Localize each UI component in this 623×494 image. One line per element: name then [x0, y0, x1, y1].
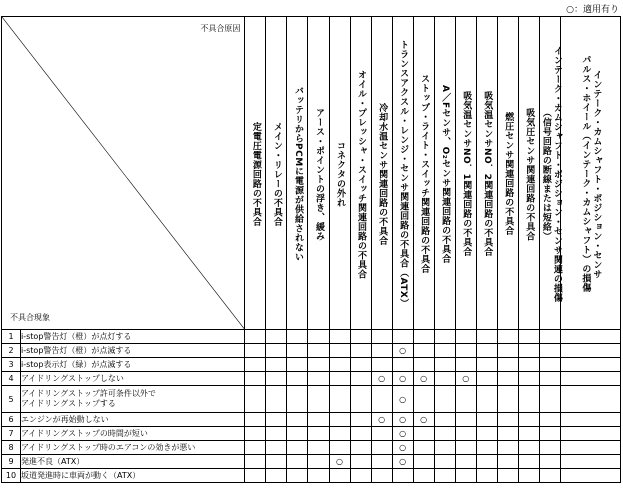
- matrix-cell: [287, 455, 308, 469]
- matrix-cell: [539, 413, 560, 427]
- corner-diagonal: [2, 17, 244, 329]
- matrix-cell: [392, 344, 413, 358]
- matrix-cell: [392, 441, 413, 455]
- matrix-cell: [245, 469, 266, 483]
- matrix-cell: [497, 358, 518, 372]
- matrix-cell: [560, 330, 620, 344]
- phenomenon-text: 発進不良（ATX）: [21, 455, 245, 469]
- matrix-cell: [329, 469, 350, 483]
- matrix-cell: [329, 344, 350, 358]
- matrix-cell: [413, 427, 434, 441]
- matrix-cell: [560, 455, 620, 469]
- row-number: 10: [2, 469, 21, 483]
- matrix-cell: [266, 455, 287, 469]
- matrix-cell: [266, 344, 287, 358]
- matrix-cell: [560, 358, 620, 372]
- matrix-cell: [287, 427, 308, 441]
- table-row: [2, 441, 621, 455]
- matrix-cell: [539, 330, 560, 344]
- matrix-cell: [308, 455, 329, 469]
- matrix-cell: [350, 441, 371, 455]
- table-row: [2, 413, 621, 427]
- matrix-cell: [371, 455, 392, 469]
- cause-header-4: [308, 17, 329, 330]
- matrix-cell: [497, 441, 518, 455]
- phenomenon-text: i-stop表示灯（緑）が点滅する: [21, 358, 245, 372]
- matrix-cell: [518, 469, 539, 483]
- cause-header-8: [392, 17, 413, 330]
- applicable-mark: ○: [378, 374, 386, 383]
- matrix-cell: [413, 469, 434, 483]
- matrix-cell: [434, 441, 455, 455]
- matrix-cell: [539, 344, 560, 358]
- matrix-cell: [476, 386, 497, 413]
- matrix-cell: [455, 358, 476, 372]
- matrix-cell: [560, 386, 620, 413]
- matrix-cell: [392, 469, 413, 483]
- applicable-mark: ○: [399, 415, 407, 424]
- table-row: [2, 455, 621, 469]
- phenomenon-text: アイドリングストップ時のエアコンの効きが悪い: [21, 441, 245, 455]
- phenomenon-text: アイドリングストップの時間が短い: [21, 427, 245, 441]
- phenomenon-text: エンジンが再始動しない: [21, 413, 245, 427]
- table-row: [2, 358, 621, 372]
- cause-header-11: [455, 17, 476, 330]
- cause-header-13: [497, 17, 518, 330]
- row-number: 1: [2, 330, 21, 344]
- matrix-cell: [350, 469, 371, 483]
- matrix-cell: [413, 358, 434, 372]
- matrix-cell: [287, 330, 308, 344]
- matrix-cell: [455, 344, 476, 358]
- cause-header-6: [350, 17, 371, 330]
- matrix-cell: [497, 413, 518, 427]
- matrix-cell: [476, 358, 497, 372]
- matrix-cell: [371, 469, 392, 483]
- matrix-cell: [560, 413, 620, 427]
- matrix-cell: [539, 372, 560, 386]
- matrix-cell: [476, 344, 497, 358]
- matrix-cell: [308, 344, 329, 358]
- cause-header-9: [413, 17, 434, 330]
- matrix-cell: [266, 469, 287, 483]
- table-row: [2, 330, 621, 344]
- cause-header-label: インテーク・カムシャフト・ポジション・センサ関連の損傷 （信号回路の断線または短絡）: [540, 45, 562, 303]
- matrix-cell: [434, 413, 455, 427]
- legend: ○：適用有り: [566, 5, 619, 15]
- matrix-cell: [455, 372, 476, 386]
- cause-header-16: [560, 17, 620, 330]
- table-row: [2, 469, 621, 483]
- applicable-mark: ○: [399, 429, 407, 438]
- row-number: 9: [2, 455, 21, 469]
- matrix-cell: [245, 413, 266, 427]
- matrix-cell: [434, 386, 455, 413]
- cause-header-5: [329, 17, 350, 330]
- cause-header-label: 定電圧電源回路の不具合: [250, 121, 261, 227]
- table-row: [2, 427, 621, 441]
- matrix-cell: [518, 344, 539, 358]
- matrix-cell: [308, 358, 329, 372]
- cause-label: 不具合原因: [200, 24, 241, 33]
- matrix-cell: [329, 330, 350, 344]
- matrix-cell: [455, 455, 476, 469]
- matrix-cell: [455, 469, 476, 483]
- matrix-cell: [245, 372, 266, 386]
- matrix-cell: [476, 469, 497, 483]
- cause-header-label: メイン・リレーの不具合: [271, 121, 282, 227]
- table-row: [2, 372, 621, 386]
- matrix-cell: [497, 372, 518, 386]
- matrix-cell: [392, 427, 413, 441]
- matrix-cell: [434, 344, 455, 358]
- cause-header-label: 吸気圧センサ関連回路の不具合: [524, 107, 535, 241]
- matrix-cell: [392, 413, 413, 427]
- matrix-cell: [392, 386, 413, 413]
- matrix-cell: [455, 386, 476, 413]
- matrix-cell: [392, 330, 413, 344]
- phenomenon-text: i-stop警告灯（橙）が点滅する: [21, 344, 245, 358]
- matrix-cell: [539, 358, 560, 372]
- fault-matrix-table: [1, 16, 621, 483]
- matrix-cell: [560, 344, 620, 358]
- matrix-cell: [371, 441, 392, 455]
- row-number: 8: [2, 441, 21, 455]
- matrix-cell: [518, 441, 539, 455]
- cause-header-label: インテーク・カムシャフト・ポジション・センサ パルス・ホイール（インテーク・カムシャフト）の損傷: [580, 55, 602, 293]
- matrix-cell: [308, 441, 329, 455]
- matrix-cell: [287, 358, 308, 372]
- matrix-cell: [476, 455, 497, 469]
- matrix-cell: [245, 386, 266, 413]
- matrix-cell: [497, 455, 518, 469]
- cause-header-2: [266, 17, 287, 330]
- matrix-cell: [539, 441, 560, 455]
- row-number: 2: [2, 344, 21, 358]
- applicable-mark: ○: [399, 457, 407, 466]
- matrix-cell: [371, 372, 392, 386]
- matrix-cell: [371, 358, 392, 372]
- matrix-cell: [266, 358, 287, 372]
- applicable-mark: ○: [378, 415, 386, 424]
- cause-header-label: 吸気温センサNO．2関連回路の不具合: [482, 91, 493, 257]
- matrix-cell: [434, 469, 455, 483]
- matrix-cell: [350, 372, 371, 386]
- matrix-cell: [266, 372, 287, 386]
- matrix-cell: [266, 330, 287, 344]
- matrix-cell: [371, 344, 392, 358]
- cause-header-label: 冷却水温センサ関連回路の不具合: [377, 102, 388, 246]
- matrix-cell: [539, 427, 560, 441]
- matrix-cell: [413, 413, 434, 427]
- row-number: 5: [2, 386, 21, 413]
- phenomenon-label: 不具合現象: [10, 313, 50, 322]
- matrix-cell: [350, 330, 371, 344]
- cause-header-3: [287, 17, 308, 330]
- matrix-cell: [518, 386, 539, 413]
- matrix-cell: [308, 372, 329, 386]
- row-number: 7: [2, 427, 21, 441]
- matrix-cell: [287, 441, 308, 455]
- matrix-cell: [392, 358, 413, 372]
- matrix-cell: [245, 344, 266, 358]
- matrix-cell: [560, 441, 620, 455]
- matrix-cell: [455, 330, 476, 344]
- cause-header-label: コネクタの外れ: [335, 140, 346, 208]
- table-row: [2, 344, 621, 358]
- row-number: 6: [2, 413, 21, 427]
- matrix-cell: [476, 330, 497, 344]
- matrix-cell: [476, 441, 497, 455]
- matrix-cell: [350, 386, 371, 413]
- applicable-mark: ○: [420, 415, 428, 424]
- matrix-cell: [476, 413, 497, 427]
- matrix-cell: [413, 344, 434, 358]
- matrix-cell: [329, 386, 350, 413]
- matrix-cell: [350, 413, 371, 427]
- matrix-cell: [455, 413, 476, 427]
- matrix-cell: [371, 413, 392, 427]
- matrix-cell: [455, 427, 476, 441]
- matrix-cell: [329, 427, 350, 441]
- applicable-mark: ○: [399, 374, 407, 383]
- matrix-cell: [329, 372, 350, 386]
- matrix-cell: [245, 455, 266, 469]
- matrix-cell: [287, 372, 308, 386]
- matrix-cell: [413, 441, 434, 455]
- matrix-cell: [518, 413, 539, 427]
- matrix-cell: [455, 441, 476, 455]
- matrix-cell: [392, 372, 413, 386]
- matrix-cell: [266, 386, 287, 413]
- matrix-cell: [560, 372, 620, 386]
- phenomenon-text: アイドリングストップ許可条件以外で アイドリングストップする: [21, 386, 245, 413]
- cause-header-7: [371, 17, 392, 330]
- cause-header-14: [518, 17, 539, 330]
- matrix-cell: [371, 386, 392, 413]
- matrix-cell: [560, 469, 620, 483]
- matrix-cell: [287, 344, 308, 358]
- matrix-cell: [518, 372, 539, 386]
- matrix-cell: [371, 427, 392, 441]
- matrix-cell: [434, 330, 455, 344]
- matrix-cell: [308, 427, 329, 441]
- matrix-cell: [350, 358, 371, 372]
- matrix-cell: [518, 427, 539, 441]
- table-row: [2, 386, 621, 413]
- matrix-cell: [434, 358, 455, 372]
- matrix-cell: [245, 441, 266, 455]
- matrix-cell: [329, 455, 350, 469]
- matrix-cell: [497, 469, 518, 483]
- matrix-cell: [434, 372, 455, 386]
- matrix-cell: [413, 330, 434, 344]
- matrix-cell: [413, 386, 434, 413]
- matrix-cell: [560, 427, 620, 441]
- cause-header-15: [539, 17, 560, 330]
- cause-header-label: アース・ポイントの浮き、緩み: [313, 107, 324, 241]
- matrix-cell: [350, 344, 371, 358]
- cause-header-label: ストップ・ライト・スイッチ関連回路の不具合: [419, 74, 430, 274]
- phenomenon-text: アイドリングストップしない: [21, 372, 245, 386]
- applicable-mark: ○: [336, 457, 343, 466]
- matrix-cell: [392, 455, 413, 469]
- header-row: [2, 17, 621, 330]
- applicable-mark: ○: [399, 394, 407, 404]
- applicable-mark: ○: [399, 443, 407, 452]
- cause-header-label: バッテリからPCMに電源が供給されない: [292, 86, 303, 262]
- matrix-cell: [287, 469, 308, 483]
- matrix-cell: [329, 441, 350, 455]
- matrix-cell: [308, 413, 329, 427]
- matrix-cell: [266, 427, 287, 441]
- matrix-cell: [539, 455, 560, 469]
- cause-header-10: [434, 17, 455, 330]
- matrix-cell: [329, 358, 350, 372]
- cause-header-label: 燃圧センサ関連回路の不具合: [503, 112, 514, 236]
- matrix-cell: [350, 427, 371, 441]
- matrix-cell: [539, 469, 560, 483]
- matrix-cell: [371, 330, 392, 344]
- matrix-cell: [413, 372, 434, 386]
- matrix-cell: [497, 427, 518, 441]
- cause-header-label: トランスアクスル・レンジ・センサ関連回路の不具合（ATX）: [398, 40, 409, 308]
- phenomenon-text: i-stop警告灯（橙）が点灯する: [21, 330, 245, 344]
- matrix-cell: [539, 386, 560, 413]
- matrix-cell: [287, 386, 308, 413]
- matrix-cell: [518, 358, 539, 372]
- corner-cell: [2, 17, 245, 330]
- cause-header-label: オイル・プレッシャ・スイッチ関連回路の不具合: [356, 69, 367, 279]
- applicable-mark: ○: [462, 374, 470, 383]
- matrix-cell: [497, 386, 518, 413]
- matrix-cell: [518, 455, 539, 469]
- applicable-mark: ○: [420, 374, 428, 383]
- row-number: 4: [2, 372, 21, 386]
- matrix-cell: [308, 386, 329, 413]
- matrix-cell: [497, 330, 518, 344]
- matrix-cell: [287, 413, 308, 427]
- matrix-cell: [518, 330, 539, 344]
- cause-header-label: A／Fセンサ、O₂センサ関連回路の不具合: [440, 84, 451, 264]
- cause-header-1: [245, 17, 266, 330]
- applicable-mark: ○: [399, 346, 407, 355]
- matrix-cell: [476, 372, 497, 386]
- matrix-cell: [476, 427, 497, 441]
- matrix-cell: [308, 469, 329, 483]
- row-number: 3: [2, 358, 21, 372]
- matrix-cell: [266, 413, 287, 427]
- matrix-cell: [434, 455, 455, 469]
- matrix-cell: [245, 358, 266, 372]
- matrix-cell: [329, 413, 350, 427]
- matrix-cell: [350, 455, 371, 469]
- matrix-cell: [245, 330, 266, 344]
- matrix-cell: [434, 427, 455, 441]
- cause-header-12: [476, 17, 497, 330]
- matrix-cell: [308, 330, 329, 344]
- matrix-cell: [413, 455, 434, 469]
- matrix-cell: [497, 344, 518, 358]
- matrix-cell: [266, 441, 287, 455]
- matrix-cell: [245, 427, 266, 441]
- cause-header-label: 吸気温センサNO．1関連回路の不具合: [461, 91, 472, 257]
- phenomenon-text: 坂道発進時に車両が動く（ATX）: [21, 469, 245, 483]
